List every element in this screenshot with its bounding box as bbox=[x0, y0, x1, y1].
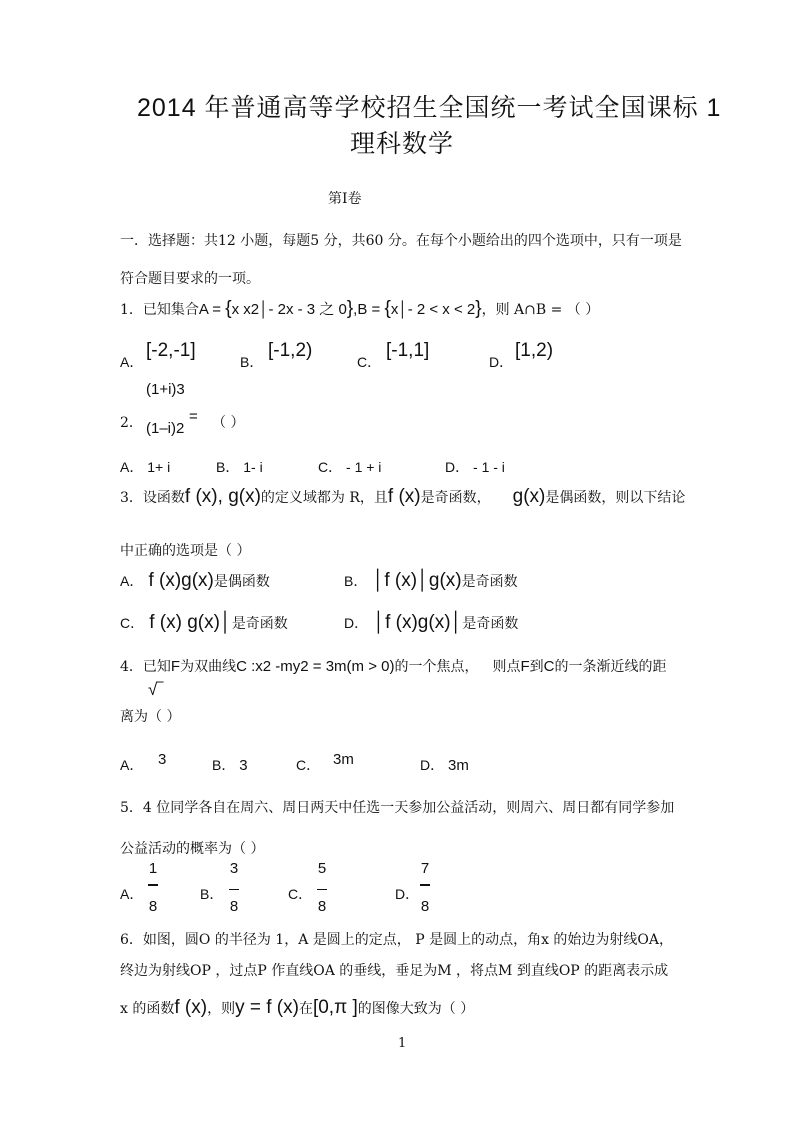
q4-text-f: 的一条渐近线的距 bbox=[554, 659, 667, 675]
q4-option-d bbox=[420, 755, 469, 775]
q2-option-a-label: A． bbox=[120, 459, 144, 475]
q2-equals: = bbox=[189, 408, 198, 425]
q1-option-a-label: A． bbox=[120, 354, 144, 370]
q3-option-b bbox=[344, 570, 518, 592]
question-4 bbox=[120, 656, 666, 676]
question-1 bbox=[120, 298, 599, 320]
q3-text-d: 是偶函数，则以下结论 bbox=[545, 490, 686, 506]
q5-option-a-bar bbox=[148, 884, 158, 886]
q6-line-2: 终边为射线OP ，过点P 作直线OA 的垂线，垂足为M ，将点M 到直线OP 的距离表示成 bbox=[120, 963, 669, 979]
q5-option-b-bar bbox=[229, 889, 239, 890]
q2-option-a-value: 1+ i bbox=[147, 459, 171, 475]
q4-option-d-value: 3m bbox=[448, 757, 469, 774]
q4-option-c-label: C． bbox=[296, 757, 321, 773]
q3-option-a-desc: 是偶函数 bbox=[213, 574, 270, 590]
q3-fx-gx: f (x), g(x) bbox=[184, 486, 261, 507]
q5-option-b-num: 3 bbox=[229, 860, 239, 877]
q1-setB-lhs: ,B = bbox=[353, 301, 385, 318]
q5-option-d-den: 8 bbox=[420, 898, 430, 915]
q4-option-b-value: 3 bbox=[239, 757, 248, 774]
q4-sqrt-sign: √‾ bbox=[148, 680, 163, 699]
q1-tail: ，则 A∩B = （ ） bbox=[481, 302, 600, 318]
q5-option-a-den: 8 bbox=[148, 898, 158, 915]
q5-option-a-label: A． bbox=[120, 886, 144, 902]
q1-option-b-label: B． bbox=[240, 354, 264, 370]
q6-text-g: 的图像大致为（ ） bbox=[357, 1001, 475, 1017]
q2-option-a bbox=[120, 457, 170, 477]
q4-hyperbola: C :x2 -my2 = 3m(m > 0) bbox=[236, 658, 395, 675]
q4-F: F bbox=[170, 658, 181, 675]
q4-option-a-label: A． bbox=[120, 757, 144, 773]
q5-line-2: 公益活动的概率为（ ） bbox=[120, 841, 265, 857]
q1-option-d-label: D． bbox=[489, 354, 514, 370]
q4-option-d-label: D． bbox=[420, 757, 445, 773]
q3-fx: f (x) bbox=[387, 486, 421, 507]
q4-text-b: 为双曲线 bbox=[180, 659, 237, 675]
q4-option-b bbox=[212, 755, 248, 775]
q3-text-a: 3．设函数 bbox=[120, 490, 185, 506]
q5-option-b-den: 8 bbox=[229, 898, 239, 915]
q5-option-d-label: D． bbox=[395, 886, 420, 902]
q2-option-b-value: 1- i bbox=[243, 459, 263, 475]
q5-option-c-den: 8 bbox=[317, 898, 327, 915]
q2-option-c-label: C． bbox=[318, 459, 343, 475]
intro-line-1: 一．选择题：共12 小题，每题5 分，共60 分。在每个小题给出的四个选项中，只有一项是 bbox=[120, 233, 682, 249]
page-number: 1 bbox=[398, 1036, 407, 1051]
q4-text-e: 到 bbox=[529, 659, 544, 675]
q3-option-b-desc: 是奇函数 bbox=[461, 574, 518, 590]
q1-option-b-value: [-1,2) bbox=[268, 340, 313, 361]
q3-option-c-label: C． bbox=[120, 615, 145, 631]
q1-setA-open: { bbox=[225, 298, 232, 319]
q4-option-a-value: 3 bbox=[158, 751, 167, 768]
q5-line-1: 5．4 位同学各自在周六、周日两天中任选一天参加公益活动，则周六、周日都有同学参加 bbox=[120, 800, 675, 816]
q1-setA-close: } bbox=[346, 298, 354, 319]
q3-option-a-label: A． bbox=[120, 573, 144, 589]
q3-option-d-desc: 是奇函数 bbox=[462, 616, 519, 632]
q3-option-d-expr: │f (x)g(x)│ bbox=[373, 612, 463, 633]
q4-text-a: 4．已知 bbox=[120, 659, 171, 675]
q3-option-a bbox=[120, 570, 270, 592]
q5-option-d-num: 7 bbox=[420, 860, 430, 877]
q3-option-c bbox=[120, 612, 288, 634]
q4-F2: F bbox=[520, 658, 530, 675]
section-heading: 第Ⅰ卷 bbox=[328, 191, 362, 207]
q5-option-c-label: C． bbox=[288, 886, 313, 902]
q1-setB-open: { bbox=[384, 298, 391, 319]
q4-text-c: 的一个焦点， bbox=[394, 659, 479, 675]
q3-text-b: 的定义域都为 R，且 bbox=[260, 490, 388, 506]
q1-option-a-value: [-2,-1] bbox=[146, 340, 196, 361]
q5-option-a-num: 1 bbox=[148, 860, 158, 877]
q1-setB-body: x│- 2 < x < 2 bbox=[390, 301, 476, 318]
q2-paren: （ ） bbox=[212, 415, 245, 431]
q4-text-d: 则点 bbox=[492, 659, 521, 675]
q5-option-c-num: 5 bbox=[317, 860, 327, 877]
q2-option-b-label: B． bbox=[216, 459, 240, 475]
q4-option-c-value: 3m bbox=[333, 751, 354, 768]
page-title: 2014 年普通高等学校招生全国统一考试全国课标 1 bbox=[137, 94, 722, 122]
q4-C: C bbox=[543, 658, 555, 675]
q1-setA-lhs: A = bbox=[198, 301, 226, 318]
q2-number: 2． bbox=[120, 415, 143, 431]
q1-option-c-value: [-1,1] bbox=[386, 340, 430, 361]
intro-line-2: 符合题目要求的一项。 bbox=[120, 271, 260, 287]
q6-interval: [0,π ] bbox=[312, 997, 358, 1018]
q6-fx: f (x) bbox=[174, 997, 208, 1018]
q1-setA-body: x x2│- 2x - 3 之 0 bbox=[231, 301, 347, 318]
q6-line-1: 6．如图，圆O 的半径为 1，A 是圆上的定点， P 是圆上的动点，角x 的始边为射线OA， bbox=[120, 932, 674, 948]
q3-option-d bbox=[344, 612, 518, 634]
q6-y-eq-fx: y = f (x) bbox=[235, 997, 299, 1018]
q1-number: 1． bbox=[120, 302, 143, 318]
q3-option-c-expr: f (x) g(x)│ bbox=[149, 612, 232, 633]
q4-option-b-label: B． bbox=[212, 757, 236, 773]
q1-stem: 已知集合 bbox=[142, 302, 199, 318]
q6-line-3 bbox=[120, 997, 474, 1019]
q2-numerator: (1+i)3 bbox=[146, 381, 185, 398]
q3-option-b-label: B． bbox=[344, 573, 368, 589]
q2-option-c-value: - 1 + i bbox=[346, 459, 382, 475]
q3-gx: g(x) bbox=[512, 486, 546, 507]
q6-text-e: 在 bbox=[298, 1001, 313, 1017]
q1-option-d-value: [1,2) bbox=[515, 340, 554, 361]
question-3 bbox=[120, 486, 685, 508]
page-subtitle: 理科数学 bbox=[350, 130, 455, 158]
q5-option-d-bar bbox=[420, 884, 430, 886]
q3-text-c: 是奇函数， bbox=[420, 490, 491, 506]
q6-text-c: ，则 bbox=[207, 1001, 236, 1017]
q1-setB-close: } bbox=[475, 298, 482, 319]
q3-option-d-label: D． bbox=[344, 615, 369, 631]
q1-option-c-label: C． bbox=[357, 354, 382, 370]
q3-option-c-desc: 是奇函数 bbox=[231, 616, 288, 632]
q2-option-d-value: - 1 - i bbox=[473, 459, 505, 475]
q3-option-a-expr: f (x)g(x) bbox=[148, 570, 214, 591]
q2-denominator: (1–i)2 bbox=[146, 420, 185, 437]
q5-option-c-bar bbox=[317, 889, 327, 890]
q2-option-d-label: D． bbox=[445, 459, 470, 475]
q3-option-b-expr: │f (x)│g(x) bbox=[372, 570, 462, 591]
q6-text-a: x 的函数 bbox=[120, 1001, 175, 1017]
q2-option-d bbox=[445, 457, 505, 477]
q2-option-c bbox=[318, 457, 381, 477]
q4-line-2: 离为（ ） bbox=[120, 709, 181, 725]
q3-line-2: 中正确的选项是（ ） bbox=[120, 543, 251, 559]
q2-option-b bbox=[216, 457, 263, 477]
q5-option-b-label: B． bbox=[200, 886, 224, 902]
